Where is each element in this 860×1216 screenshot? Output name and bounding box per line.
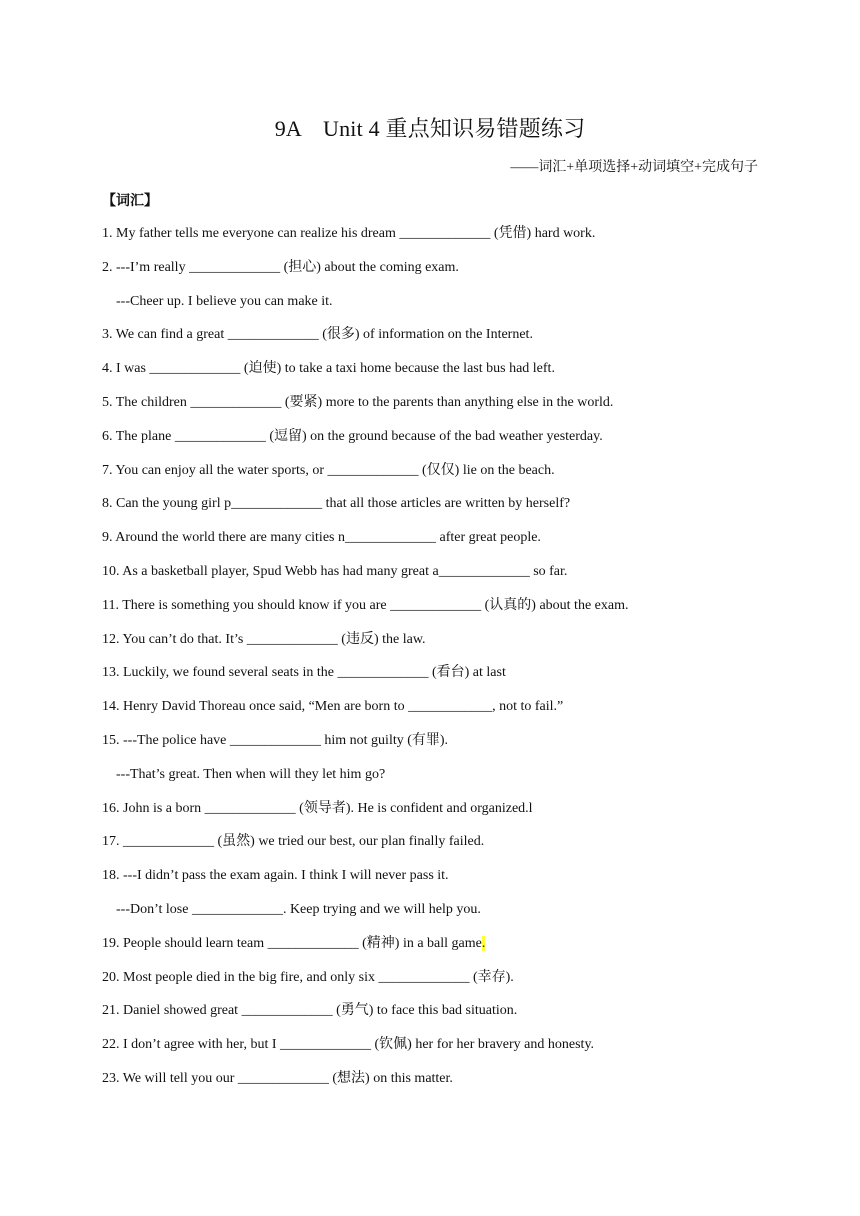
exercise-line <box>102 359 762 393</box>
exercise-line <box>102 528 762 562</box>
exercise-line <box>102 258 762 292</box>
exercise-text: 13. Luckily, we found several seats in the _____________ (看台) at last <box>102 665 506 681</box>
exercise-line <box>102 494 762 528</box>
exercise-text: 5. The children _____________ (要紧) more to the parents than anything else in the world. <box>102 394 614 410</box>
exercise-text: 10. As a basketball player, Spud Webb has had many great a_____________ so far. <box>102 563 568 579</box>
exercise-line <box>102 934 762 968</box>
exercise-text: 2. ---I’m really _____________ (担心) about the coming exam. <box>102 259 459 275</box>
exercise-line <box>102 663 762 697</box>
exercise-text: 6. The plane _____________ (逗留) on the ground because of the bad weather yesterday. <box>102 428 603 444</box>
exercise-text: 7. You can enjoy all the water sports, or _____________ (仅仅) lie on the beach. <box>102 462 555 478</box>
exercise-line <box>102 224 762 258</box>
exercise-text: ---Cheer up. I believe you can make it. <box>116 293 333 309</box>
exercise-text: ---That’s great. Then when will they let him go? <box>116 766 386 782</box>
exercise-line <box>102 1001 762 1035</box>
exercise-text: 18. ---I didn’t pass the exam again. I think I will never pass it. <box>102 868 449 884</box>
exercise-text: 1. My father tells me everyone can realize his dream _____________ (凭借) hard work. <box>102 226 596 241</box>
exercise-line <box>102 562 762 596</box>
exercise-text: 23. We will tell you our _____________ (想法) on this matter. <box>102 1070 453 1086</box>
exercise-line <box>102 1035 762 1069</box>
exercise-text: 20. Most people died in the big fire, and only six _____________ (幸存). <box>102 969 514 985</box>
exercise-line <box>102 427 762 461</box>
exercise-text: 3. We can find a great _____________ (很多) of information on the Internet. <box>102 327 533 343</box>
page-title: 9A Unit 4 重点知识易错题练习 <box>274 116 586 141</box>
exercise-line <box>102 866 762 900</box>
section-label-vocabulary: 【词汇】 <box>102 194 158 209</box>
exercise-line <box>102 832 762 866</box>
exercise-line <box>102 596 762 630</box>
exercise-line <box>102 461 762 495</box>
exercise-text: 16. John is a born _____________ (领导者). He is confident and organized.l <box>102 800 533 816</box>
exercise-text: 8. Can the young girl p_____________ that all those articles are written by herself? <box>102 496 571 512</box>
exercise-text: 22. I don’t agree with her, but I _____________ (钦佩) her for her bravery and honesty. <box>102 1037 595 1053</box>
exercise-text: 17. _____________ (虽然) we tried our best, our plan finally failed. <box>102 834 485 850</box>
exercise-text: 4. I was _____________ (迫使) to take a taxi home because the last bus had left. <box>102 361 555 377</box>
exercise-text: 15. ---The police have _____________ him not guilty (有罪). <box>102 732 449 748</box>
exercise-text: 19. People should learn team _____________ (精神) in a ball game <box>102 935 482 951</box>
exercise-line <box>102 968 762 1002</box>
exercise-text: 9. Around the world there are many cities n_____________ after great people. <box>102 530 541 546</box>
exercise-line <box>102 292 762 326</box>
exercise-line <box>102 630 762 664</box>
exercise-line <box>102 731 762 765</box>
exercise-text: ---Don’t lose _____________. Keep trying and we will help you. <box>116 901 481 917</box>
exercise-line <box>102 765 762 799</box>
exercise-text: 12. You can’t do that. It’s _____________ (违反) the law. <box>102 631 426 647</box>
exercise-line <box>102 900 762 934</box>
exercise-text: 21. Daniel showed great _____________ (勇气) to face this bad situation. <box>102 1003 518 1019</box>
highlight-mark: . <box>481 935 486 951</box>
exercise-list <box>102 224 762 1103</box>
exercise-text: 14. Henry David Thoreau once said, “Men are born to ____________, not to fail.” <box>102 699 564 715</box>
exercise-line <box>102 697 762 731</box>
exercise-text: 11. There is something you should know if you are _____________ (认真的) about the exam. <box>102 597 629 613</box>
exercise-line <box>102 325 762 359</box>
exercise-line <box>102 799 762 833</box>
exercise-line <box>102 393 762 427</box>
exercise-line <box>102 1069 762 1103</box>
page-subtitle: ——词汇+单项选择+动词填空+完成句子 <box>510 160 758 175</box>
